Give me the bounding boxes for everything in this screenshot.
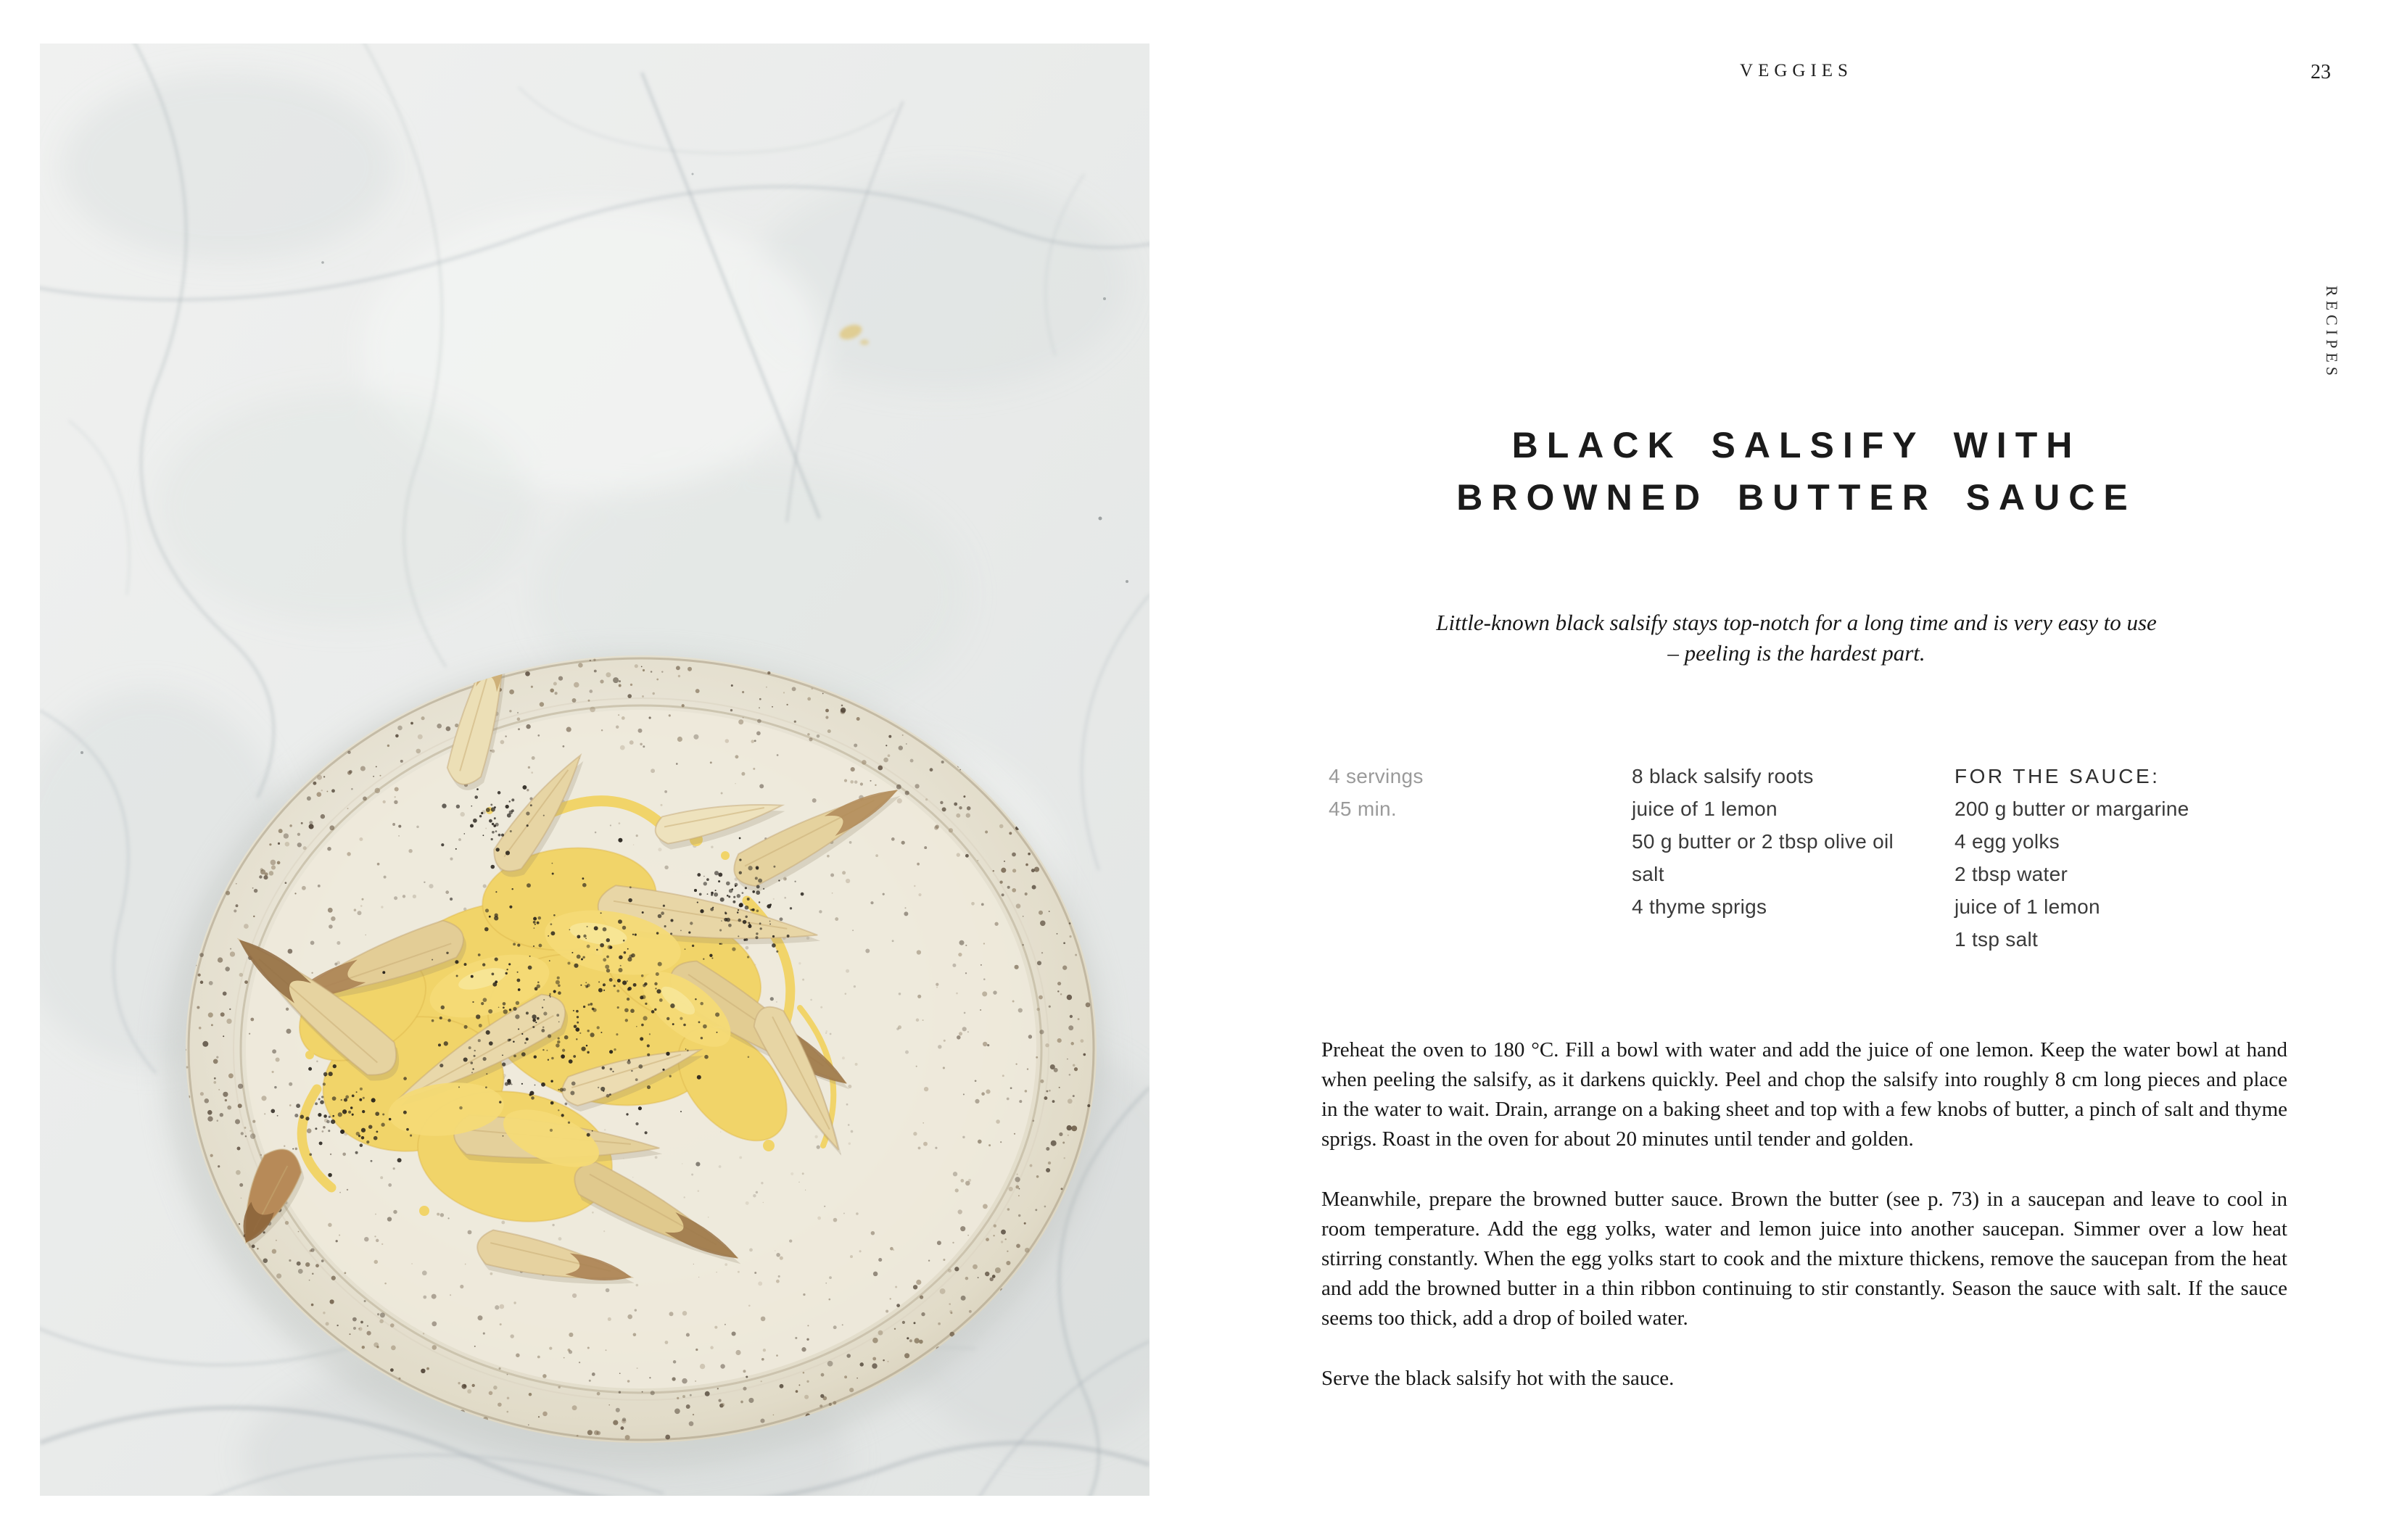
section-header: VEGGIES xyxy=(1740,61,1853,80)
instructions-section xyxy=(1321,1035,2287,1394)
ingredient-item: 1 tsp salt xyxy=(1954,928,2039,951)
ingredient-item: juice of 1 lemon xyxy=(1632,798,1778,820)
sauce-ingredients-list xyxy=(1954,760,2189,956)
dish-photo xyxy=(40,44,1149,1496)
sauce-heading: FOR THE SAUCE: xyxy=(1954,765,2160,787)
dish-photo-illustration xyxy=(40,44,1149,1496)
recipe-intro xyxy=(1314,608,2279,668)
servings-label: 4 servings xyxy=(1329,765,1424,787)
edge-label: RECIPES xyxy=(2323,285,2341,381)
instruction-paragraph: Serve the black salsify hot with the sauce. xyxy=(1321,1367,1675,1390)
recipe-intro-line2: – peeling is the hardest part. xyxy=(1667,640,1925,666)
ingredient-item: 50 g butter or 2 tbsp olive oil xyxy=(1632,830,1894,853)
recipe-title xyxy=(1314,419,2279,523)
instruction-paragraph: Preheat the oven to 180 °C. Fill a bowl with water and add the juice of one lemon. Keep the water bowl at hand when peeling the salsify, as it darkens quickly. Peel and chop the salsify into roughly 8 cm long pieces and place in the water to wait. Drain, arrange on a baking sheet and top with a few knobs of butter, a pinch of salt and thyme sprigs. Roast in the oven for about 20 minutes until tender and golden. xyxy=(1321,1038,2287,1151)
recipe-intro-line1: Little-known black salsify stays top-notch for a long time and is very easy to use xyxy=(1436,610,2157,635)
ingredient-item: 4 egg yolks xyxy=(1954,830,2060,853)
edge-label-box xyxy=(2283,284,2380,381)
time-label: 45 min. xyxy=(1329,798,1397,820)
ingredient-item: 4 thyme sprigs xyxy=(1632,895,1767,918)
recipe-title-line1: BLACK SALSIFY WITH xyxy=(1511,425,2081,465)
main-ingredients-list xyxy=(1632,760,1894,923)
ingredient-item: juice of 1 lemon xyxy=(1954,895,2100,918)
recipe-title-line2: BROWNED BUTTER SAUCE xyxy=(1456,477,2137,518)
ingredient-item: 8 black salsify roots xyxy=(1632,765,1814,787)
ingredient-item: 2 tbsp water xyxy=(1954,863,2068,885)
page-number: 23 xyxy=(2311,61,2331,83)
ingredient-item: 200 g butter or margarine xyxy=(1954,798,2189,820)
recipe-meta xyxy=(1329,760,1424,825)
instruction-paragraph: Meanwhile, prepare the browned butter sauce. Brown the butter (see p. 73) in a saucepan and leave to cool in room temperature. Add the egg yolks, water and lemon juice into another saucepan. Simmer over a low heat stirring constantly. When the egg yolks start to cook and the mixture thickens, remove the saucepan from the heat and add the browned butter in a thin ribbon continuing to stir constantly. Season the sauce with salt. If the sauce seems too thick, add a drop of boiled water. xyxy=(1321,1188,2287,1330)
ingredient-item: salt xyxy=(1632,863,1664,885)
